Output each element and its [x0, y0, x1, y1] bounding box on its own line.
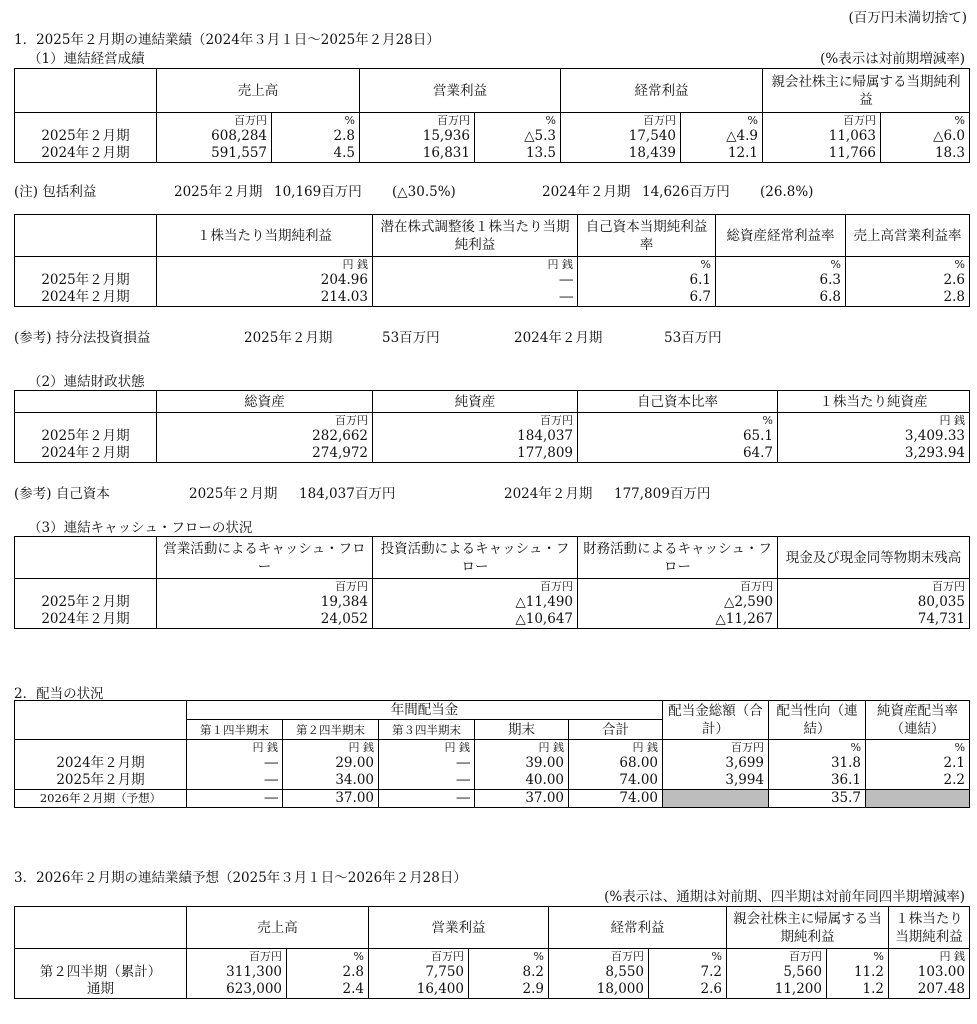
table-cash-flows [14, 536, 970, 629]
note-own-capital [14, 482, 710, 502]
sub-header: 第２四半期末 [283, 720, 379, 740]
value-cell: 184,037 [373, 428, 578, 445]
table-forecast [14, 906, 970, 999]
value-cell: 12.1 [681, 145, 763, 163]
unit-cell: 百万円 [157, 413, 373, 429]
col-header: 売上高 [187, 907, 369, 949]
unit-cell: 百万円 [561, 113, 681, 129]
sub-header: 第１四半期末 [187, 720, 283, 740]
value-cell: 74.00 [569, 772, 663, 790]
unit-cell: % [272, 113, 360, 129]
value-cell: 31.8 [769, 755, 866, 772]
value-cell: 608,284 [157, 128, 272, 145]
note-value: 53百万円 [382, 330, 440, 346]
unit-cell: % [578, 413, 778, 429]
pct-note-3: (%表示は、通期は対前期、四半期は対前年同四半期増減率) [604, 889, 965, 905]
value-cell: ― [187, 790, 283, 808]
col-header: 総資産 [157, 391, 373, 413]
value-cell: 6.7 [578, 289, 716, 307]
table-financial-position [14, 390, 970, 463]
value-cell: △6.0 [881, 128, 970, 145]
value-cell: 18,000 [549, 981, 649, 999]
unit-cell: 百万円 [369, 949, 469, 965]
col-header: 売上高 [157, 69, 360, 113]
value-cell: 36.1 [769, 772, 866, 790]
value-cell: 274,972 [157, 445, 373, 463]
sub-header: 合計 [569, 720, 663, 740]
unit-cell: % [287, 949, 369, 965]
unit-cell: 百万円 [157, 579, 373, 595]
value-cell: 2.4 [287, 981, 369, 999]
row-label: 2024年２月期 [15, 611, 157, 629]
value-cell: ― [373, 289, 578, 307]
value-cell: 34.00 [283, 772, 379, 790]
value-cell: 37.00 [283, 790, 379, 808]
shaded-cell [866, 790, 970, 808]
sub-header: 第３四半期末 [379, 720, 475, 740]
value-cell: 13.5 [475, 145, 561, 163]
unit-cell: % [866, 740, 970, 756]
value-cell: ― [373, 272, 578, 289]
unit-cell: % [578, 257, 716, 273]
value-cell: 40.00 [475, 772, 569, 790]
unit-cell: 百万円 [578, 579, 778, 595]
table-row [15, 428, 970, 445]
col-header: 経常利益 [561, 69, 763, 113]
note-value: 14,626百万円 [642, 184, 730, 200]
row-label: 2024年２月期 [15, 755, 187, 772]
note-pct: (△30.5%) [392, 184, 456, 200]
table-per-share-ratios [14, 214, 970, 307]
value-cell: 2.8 [846, 289, 970, 307]
section-3-title: 3．2026年２月期の連結業績予想（2025年３月１日～2026年２月28日） [14, 870, 467, 886]
value-cell: 11,200 [727, 981, 827, 999]
value-cell: ― [379, 755, 475, 772]
table-row [15, 272, 970, 289]
value-cell: 8.2 [469, 964, 549, 981]
table-row [15, 445, 970, 463]
value-cell: 3,699 [663, 755, 769, 772]
row-label: 第２四半期（累計） [15, 964, 187, 981]
value-cell: 7,750 [369, 964, 469, 981]
unit-cell: 百万円 [157, 113, 272, 129]
value-cell: 68.00 [569, 755, 663, 772]
value-cell: 39.00 [475, 755, 569, 772]
table-dividends [14, 700, 970, 808]
note-period: 2025年２月期 [244, 330, 333, 346]
value-cell: 16,831 [360, 145, 475, 163]
value-cell: 623,000 [187, 981, 287, 999]
unit-cell: % [649, 949, 727, 965]
value-cell: 74,731 [778, 611, 970, 629]
col-header: 営業利益 [369, 907, 549, 949]
row-label: 2024年２月期 [15, 145, 157, 163]
table-operating-results [14, 68, 970, 163]
value-cell: 2.1 [866, 755, 970, 772]
forecast-row [15, 790, 970, 808]
value-cell: 591,557 [157, 145, 272, 163]
section-1-2-title: （2）連結財政状態 [28, 374, 145, 390]
unit-cell: % [846, 257, 970, 273]
col-header: 営業利益 [360, 69, 561, 113]
unit-cell: 円 銭 [373, 257, 578, 273]
note-period: 2025年２月期 [174, 184, 263, 200]
col-header: 営業活動によるキャッシュ・フロー [157, 537, 373, 579]
row-label: 2026年２月期（予想） [15, 790, 187, 808]
unit-cell: 百万円 [763, 113, 881, 129]
value-cell: 4.5 [272, 145, 360, 163]
col-header: 総資産経常利益率 [716, 215, 846, 257]
col-header: 配当金総額（合計） [663, 701, 769, 740]
value-cell: △4.9 [681, 128, 763, 145]
value-cell: 214.03 [157, 289, 373, 307]
value-cell: 74.00 [569, 790, 663, 808]
group-header: 年間配当金 [187, 701, 663, 720]
unit-cell: 円 銭 [187, 740, 283, 756]
note-period: 2024年２月期 [504, 486, 593, 502]
col-header: 親会社株主に帰属する当期純利益 [763, 69, 970, 113]
row-label: 2025年２月期 [15, 272, 157, 289]
value-cell: 15,936 [360, 128, 475, 145]
value-cell: 6.8 [716, 289, 846, 307]
value-cell: △5.3 [475, 128, 561, 145]
unit-cell: % [769, 740, 866, 756]
value-cell: ― [187, 772, 283, 790]
note-value: 10,169百万円 [274, 184, 362, 200]
unit-cell: 百万円 [373, 413, 578, 429]
value-cell: 2.6 [846, 272, 970, 289]
unit-note: (百万円未満切捨て) [848, 10, 967, 26]
table-row [15, 289, 970, 307]
corner-cell [15, 69, 157, 113]
unit-cell: 円 銭 [283, 740, 379, 756]
note-comprehensive-income [14, 180, 813, 200]
value-cell: 177,809 [373, 445, 578, 463]
unit-cell: % [716, 257, 846, 273]
col-header: 純資産 [373, 391, 578, 413]
note-label: (注) 包括利益 [14, 184, 97, 200]
unit-cell: 百万円 [373, 579, 578, 595]
value-cell: 80,035 [778, 594, 970, 611]
note-label: (参考) 自己資本 [14, 486, 110, 502]
row-label: 2025年２月期 [15, 428, 157, 445]
table-row [15, 755, 970, 772]
col-header: １株当たり純資産 [778, 391, 970, 413]
unit-cell: % [827, 949, 889, 965]
value-cell: 5,560 [727, 964, 827, 981]
col-header: 潜在株式調整後１株当たり当期純利益 [373, 215, 578, 257]
unit-cell: % [469, 949, 549, 965]
value-cell: 17,540 [561, 128, 681, 145]
note-pct: (26.8%) [760, 184, 814, 200]
value-cell: 204.96 [157, 272, 373, 289]
value-cell: 311,300 [187, 964, 287, 981]
value-cell: △10,647 [373, 611, 578, 629]
section-1-title: 1．2025年２月期の連結業績（2024年３月１日～2025年２月28日） [14, 32, 440, 48]
value-cell: ― [187, 755, 283, 772]
value-cell: 2.2 [866, 772, 970, 790]
row-label: 2025年２月期 [15, 128, 157, 145]
unit-cell: 円 銭 [889, 949, 970, 965]
value-cell: 8,550 [549, 964, 649, 981]
value-cell: △2,590 [578, 594, 778, 611]
unit-cell: 円 銭 [157, 257, 373, 273]
shaded-cell [663, 790, 769, 808]
unit-cell: 百万円 [360, 113, 475, 129]
value-cell: 35.7 [769, 790, 866, 808]
value-cell: 7.2 [649, 964, 727, 981]
value-cell: 207.48 [889, 981, 970, 999]
unit-cell: % [475, 113, 561, 129]
note-period: 2024年２月期 [542, 184, 631, 200]
value-cell: 3,293.94 [778, 445, 970, 463]
note-value: 184,037百万円 [299, 486, 396, 502]
table-row [15, 128, 970, 145]
row-label: 2024年２月期 [15, 445, 157, 463]
col-header: １株当たり当期純利益 [889, 907, 970, 949]
col-header: 自己資本当期純利益率 [578, 215, 716, 257]
value-cell: 2.8 [272, 128, 360, 145]
value-cell: △11,490 [373, 594, 578, 611]
col-header: 親会社株主に帰属する当期純利益 [727, 907, 889, 949]
unit-cell: 百万円 [187, 949, 287, 965]
value-cell: 19,384 [157, 594, 373, 611]
value-cell: ― [379, 790, 475, 808]
value-cell: 6.3 [716, 272, 846, 289]
value-cell: 18.3 [881, 145, 970, 163]
value-cell: 64.7 [578, 445, 778, 463]
col-header: 投資活動によるキャッシュ・フロー [373, 537, 578, 579]
note-period: 2025年２月期 [189, 486, 278, 502]
unit-cell: % [881, 113, 970, 129]
value-cell: 6.1 [578, 272, 716, 289]
col-header: 財務活動によるキャッシュ・フロー [578, 537, 778, 579]
col-header: 売上高営業利益率 [846, 215, 970, 257]
unit-cell: 百万円 [727, 949, 827, 965]
table-row [15, 594, 970, 611]
value-cell: 16,400 [369, 981, 469, 999]
section-2-title: 2．配当の状況 [14, 686, 104, 702]
value-cell: 11,766 [763, 145, 881, 163]
value-cell: 29.00 [283, 755, 379, 772]
sub-header: 期末 [475, 720, 569, 740]
row-label: 通期 [15, 981, 187, 999]
value-cell: ― [379, 772, 475, 790]
table-row [15, 145, 970, 163]
value-cell: 3,994 [663, 772, 769, 790]
value-cell: 103.00 [889, 964, 970, 981]
col-header: 現金及び現金同等物期末残高 [778, 537, 970, 579]
unit-cell: 円 銭 [475, 740, 569, 756]
col-header: 純資産配当率（連結） [866, 701, 970, 740]
unit-cell: 円 銭 [778, 413, 970, 429]
pct-note-1: (%表示は対前期増減率) [820, 51, 965, 67]
unit-cell: 百万円 [549, 949, 649, 965]
unit-cell: 百万円 [778, 579, 970, 595]
col-header: 経常利益 [549, 907, 727, 949]
value-cell: 65.1 [578, 428, 778, 445]
value-cell: 18,439 [561, 145, 681, 163]
unit-cell: 百万円 [663, 740, 769, 756]
note-equity-method [14, 326, 722, 346]
section-1-1-title: （1）連結経営成績 [28, 51, 145, 67]
table-row [15, 611, 970, 629]
value-cell: 37.00 [475, 790, 569, 808]
row-label: 2025年２月期 [15, 772, 187, 790]
table-row [15, 964, 970, 981]
value-cell: 2.6 [649, 981, 727, 999]
value-cell: 24,052 [157, 611, 373, 629]
value-cell: 1.2 [827, 981, 889, 999]
value-cell: 282,662 [157, 428, 373, 445]
note-period: 2024年２月期 [514, 330, 603, 346]
unit-cell: 円 銭 [569, 740, 663, 756]
note-value: 177,809百万円 [614, 486, 711, 502]
table-row [15, 981, 970, 999]
section-1-3-title: （3）連結キャッシュ・フローの状況 [28, 520, 253, 536]
value-cell: 11.2 [827, 964, 889, 981]
row-label: 2025年２月期 [15, 594, 157, 611]
value-cell: △11,267 [578, 611, 778, 629]
table-row [15, 772, 970, 790]
value-cell: 3,409.33 [778, 428, 970, 445]
col-header: １株当たり当期純利益 [157, 215, 373, 257]
value-cell: 2.9 [469, 981, 549, 999]
col-header: 自己資本比率 [578, 391, 778, 413]
unit-cell: 円 銭 [379, 740, 475, 756]
note-label: (参考) 持分法投資損益 [14, 330, 151, 346]
row-label: 2024年２月期 [15, 289, 157, 307]
value-cell: 2.8 [287, 964, 369, 981]
unit-cell: % [681, 113, 763, 129]
note-value: 53百万円 [664, 330, 722, 346]
value-cell: 11,063 [763, 128, 881, 145]
col-header: 配当性向（連結） [769, 701, 866, 740]
